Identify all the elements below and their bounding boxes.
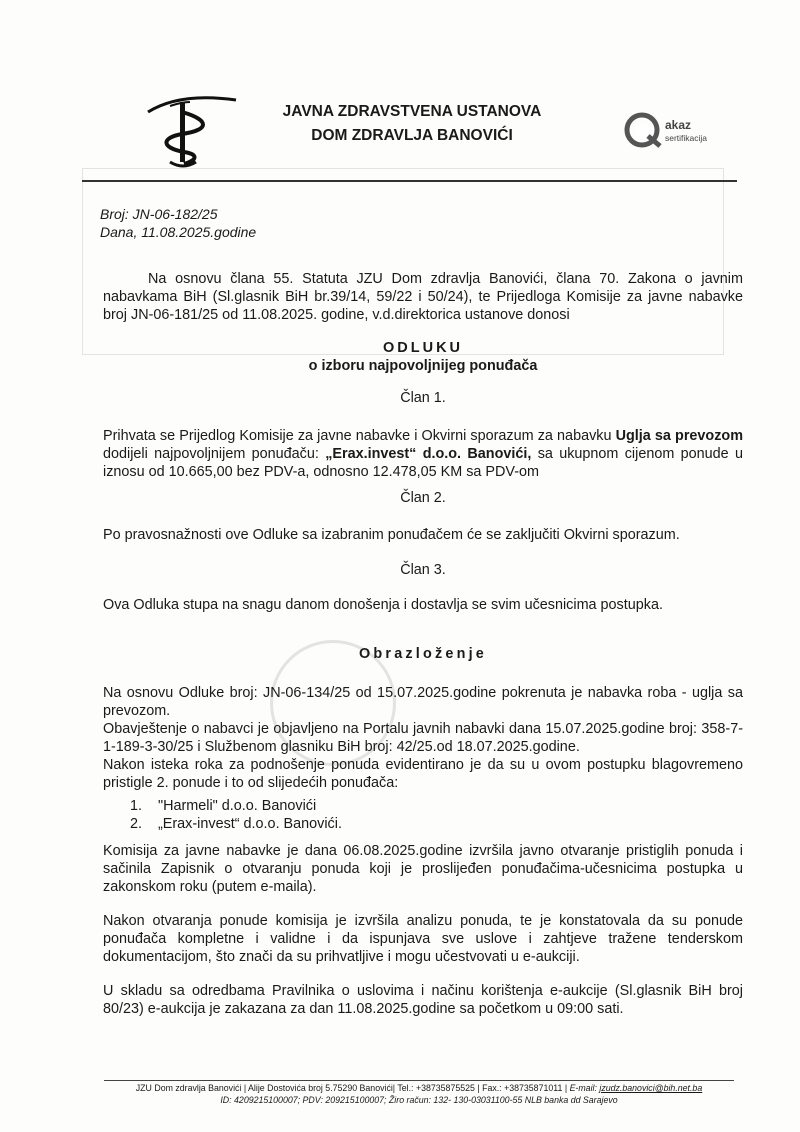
decision-title: ODLUKU — [382, 340, 464, 356]
article-3-text: Ova Odluka stupa na snagu danom donošenja i dostavlja se svim učesnicima postupka. — [103, 597, 663, 613]
decision-subtitle: o izboru najpovoljnijeg ponuđača — [308, 358, 538, 374]
document-number: Broj: JN-06-182/25 — [100, 206, 218, 222]
document-date: Dana, 11.08.2025.godine — [100, 224, 257, 240]
article-2-heading: Član 2. — [400, 490, 446, 506]
intro-paragraph: Na osnovu člana 55. Statuta JZU Dom zdravlja Banovići, člana 70. Zakona o javnim nabavkama BiH (Sl.glasnik BiH br.39/14, 59/22 i 50/24), te Prijedloga Komisije za javne nabavke broj JN-06-181/25 od 11.08.2025. godine, v.d.direktorica ustanove donosi — [103, 271, 743, 323]
article-3-heading: Član 3. — [400, 562, 446, 578]
list-item — [130, 797, 342, 815]
list-item-name: „Erax-invest“ d.o.o. Banovići. — [158, 816, 342, 832]
rationale-paragraph-2: Obavještenje o nabavci je objavljeno na Portalu javnih nabavki dana 15.07.2025.godine broj: 358-7-1-189-3-30/25 i Službenom glasniku BiH broj: 42/25.od 18.07.2025.godine. — [103, 721, 743, 755]
header-divider — [82, 180, 737, 182]
list-item-number: 1. — [130, 798, 143, 814]
article-1-text — [103, 427, 743, 481]
rationale-paragraph-3: Nakon isteka roka za podnošenje ponuda evidentirano je da su u ovom postupku blagovremeno pristigle 2. ponude i to od slijedećih ponuđača: — [103, 757, 743, 791]
org-line-2: DOM ZDRAVLJA BANOVIĆI — [311, 127, 513, 144]
footer-email-link[interactable]: jzudz.banovici@bih.net.ba — [599, 1083, 703, 1093]
article-1-heading: Član 1. — [400, 390, 446, 406]
footer-line-1 — [104, 1083, 734, 1094]
article-1-text-a: Prihvata se Prijedlog Komisije za javne nabavke i Okvirni sporazum za nabavku — [103, 428, 616, 444]
footer-line-2: ID: 4209215100007; PDV: 209215100007; Žiro račun: 132- 130-03031100-55 NLB banka dd Sarajevo — [220, 1095, 618, 1105]
article-1-item: Uglja sa prevozom — [615, 428, 743, 444]
organization-name — [262, 100, 562, 148]
rationale-paragraph-5: Nakon otvaranja ponude komisija je izvršila analizu ponuda, te je konstatovala da su ponude ponuđača kompletne i validne i da ispunjava sve uslove i zahtjeve tražene tenderskom dokumentacijom, što znači da su prihvatljive i mogu učestvovati u e-aukciji. — [103, 913, 743, 965]
rationale-paragraph-4: Komisija za javne nabavke je dana 06.08.2025.godine izvršila javno otvaranje pristiglih ponuda i sačinila Zapisnik o otvaranju ponuda koji je proslijeđen ponuđačima-učesnicima postupka u zakonskom roku (putem e-maila). — [103, 843, 743, 895]
rationale-paragraph-1: Na osnovu Odluke broj: JN-06-134/25 od 15.07.2025.godine pokrenuta je nabavka roba - uglja sa prevozom. — [103, 685, 743, 719]
article-1-text-c: dodijeli najpovoljnijem ponuđaču: — [103, 446, 326, 462]
health-center-logo-icon — [140, 92, 240, 170]
list-item-number: 2. — [130, 816, 143, 832]
footer-contact: JZU Dom zdravlja Banovići | Alije Dostovića broj 5.75290 Banovići| Tel.: +38735875525 | Fax.: +38735871011 | — [135, 1083, 570, 1093]
footer-divider — [104, 1080, 734, 1081]
bleed-through-table — [82, 168, 724, 355]
list-item — [130, 815, 342, 833]
document-meta — [100, 205, 256, 241]
footer-email-label: E-mail: — [569, 1083, 600, 1093]
article-2-text: Po pravosnažnosti ove Odluke sa izabranim ponuđačem će se zaključiti Okvirni sporazum. — [103, 527, 680, 543]
rationale-paragraph-6: U skladu sa odredbama Pravilnika o uslovima i načinu korištenja e-aukcije (Sl.glasnik BiH broj 80/23) e-aukcija je zakazana za dan 11.08.2025.godine sa početkom u 09:00 sati. — [103, 983, 743, 1017]
article-1-text-e: sa ukupnom cijenom ponude u iznosu od 10.665,00 bez PDV-a, odnosno 12.478,05 KM sa PDV-om — [103, 446, 743, 480]
cert-name: akaz — [665, 118, 692, 132]
article-1-bidder: „Erax.invest“ d.o.o. Banovići, — [325, 446, 532, 462]
cert-sub: sertifikacija — [665, 133, 708, 143]
list-item-name: "Harmeli" d.o.o. Banovići — [158, 798, 317, 814]
org-line-1: JAVNA ZDRAVSTVENA USTANOVA — [282, 103, 542, 120]
bidder-list — [130, 797, 342, 833]
rationale-heading: Obrazloženje — [359, 646, 487, 662]
